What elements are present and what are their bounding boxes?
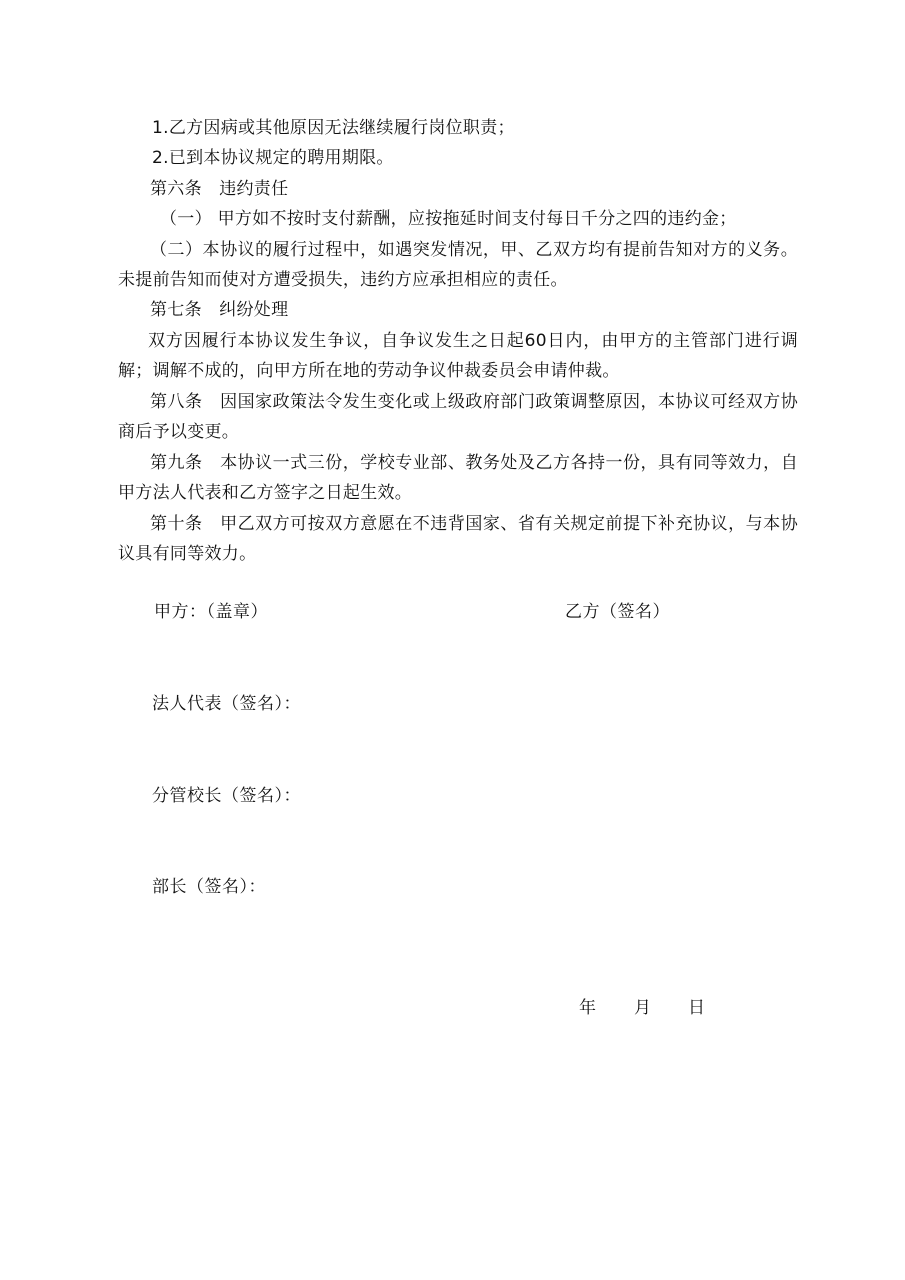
- article-9: 第九条 本协议一式三份，学校专业部、教务处及乙方各持一份，具有同等效力，自甲方法人代表和乙方签字之日起生效。: [118, 453, 798, 503]
- date-month: 月: [634, 998, 651, 1018]
- article-7-body: 双方因履行本协议发生争议，自争议发生之日起60日内，由甲方的主管部门进行调解；调解不成的，向甲方所在地的劳动争议仲裁委员会申请仲裁。: [118, 331, 798, 381]
- date-year: 年: [579, 998, 596, 1018]
- article-6-clause-2: （二）本协议的履行过程中，如遇突发情况，甲、乙双方均有提前告知对方的义务。未提前告知而使对方遭受损失，违约方应承担相应的责任。: [118, 240, 798, 290]
- party-b-signature: 乙方（签名）: [565, 602, 670, 622]
- vice-principal-signature: 分管校长（签名）：: [152, 786, 301, 806]
- article-7-heading: 第七条 纠纷处理: [150, 300, 289, 320]
- article-6-heading: 第六条 违约责任: [150, 179, 289, 199]
- party-a-seal: 甲方：（盖章）: [154, 602, 268, 622]
- article-6-clause-1: （一） 甲方如不按时支付薪酬，应按拖延时间支付每日千分之四的违约金；: [160, 209, 737, 229]
- date-day: 日: [688, 998, 705, 1018]
- director-signature: 部长（签名）：: [152, 877, 266, 897]
- article-10: 第十条 甲乙双方可按双方意愿在不违背国家、省有关规定前提下补充协议，与本协议具有同等效力。: [118, 514, 798, 564]
- item-1: 1.乙方因病或其他原因无法继续履行岗位职责；: [152, 118, 515, 138]
- article-8: 第八条 因国家政策法令发生变化或上级政府部门政策调整原因，本协议可经双方协商后予以变更。: [118, 392, 798, 442]
- item-2: 2.已到本协议规定的聘用期限。: [152, 148, 394, 168]
- legal-representative-signature: 法人代表（签名）：: [152, 694, 301, 714]
